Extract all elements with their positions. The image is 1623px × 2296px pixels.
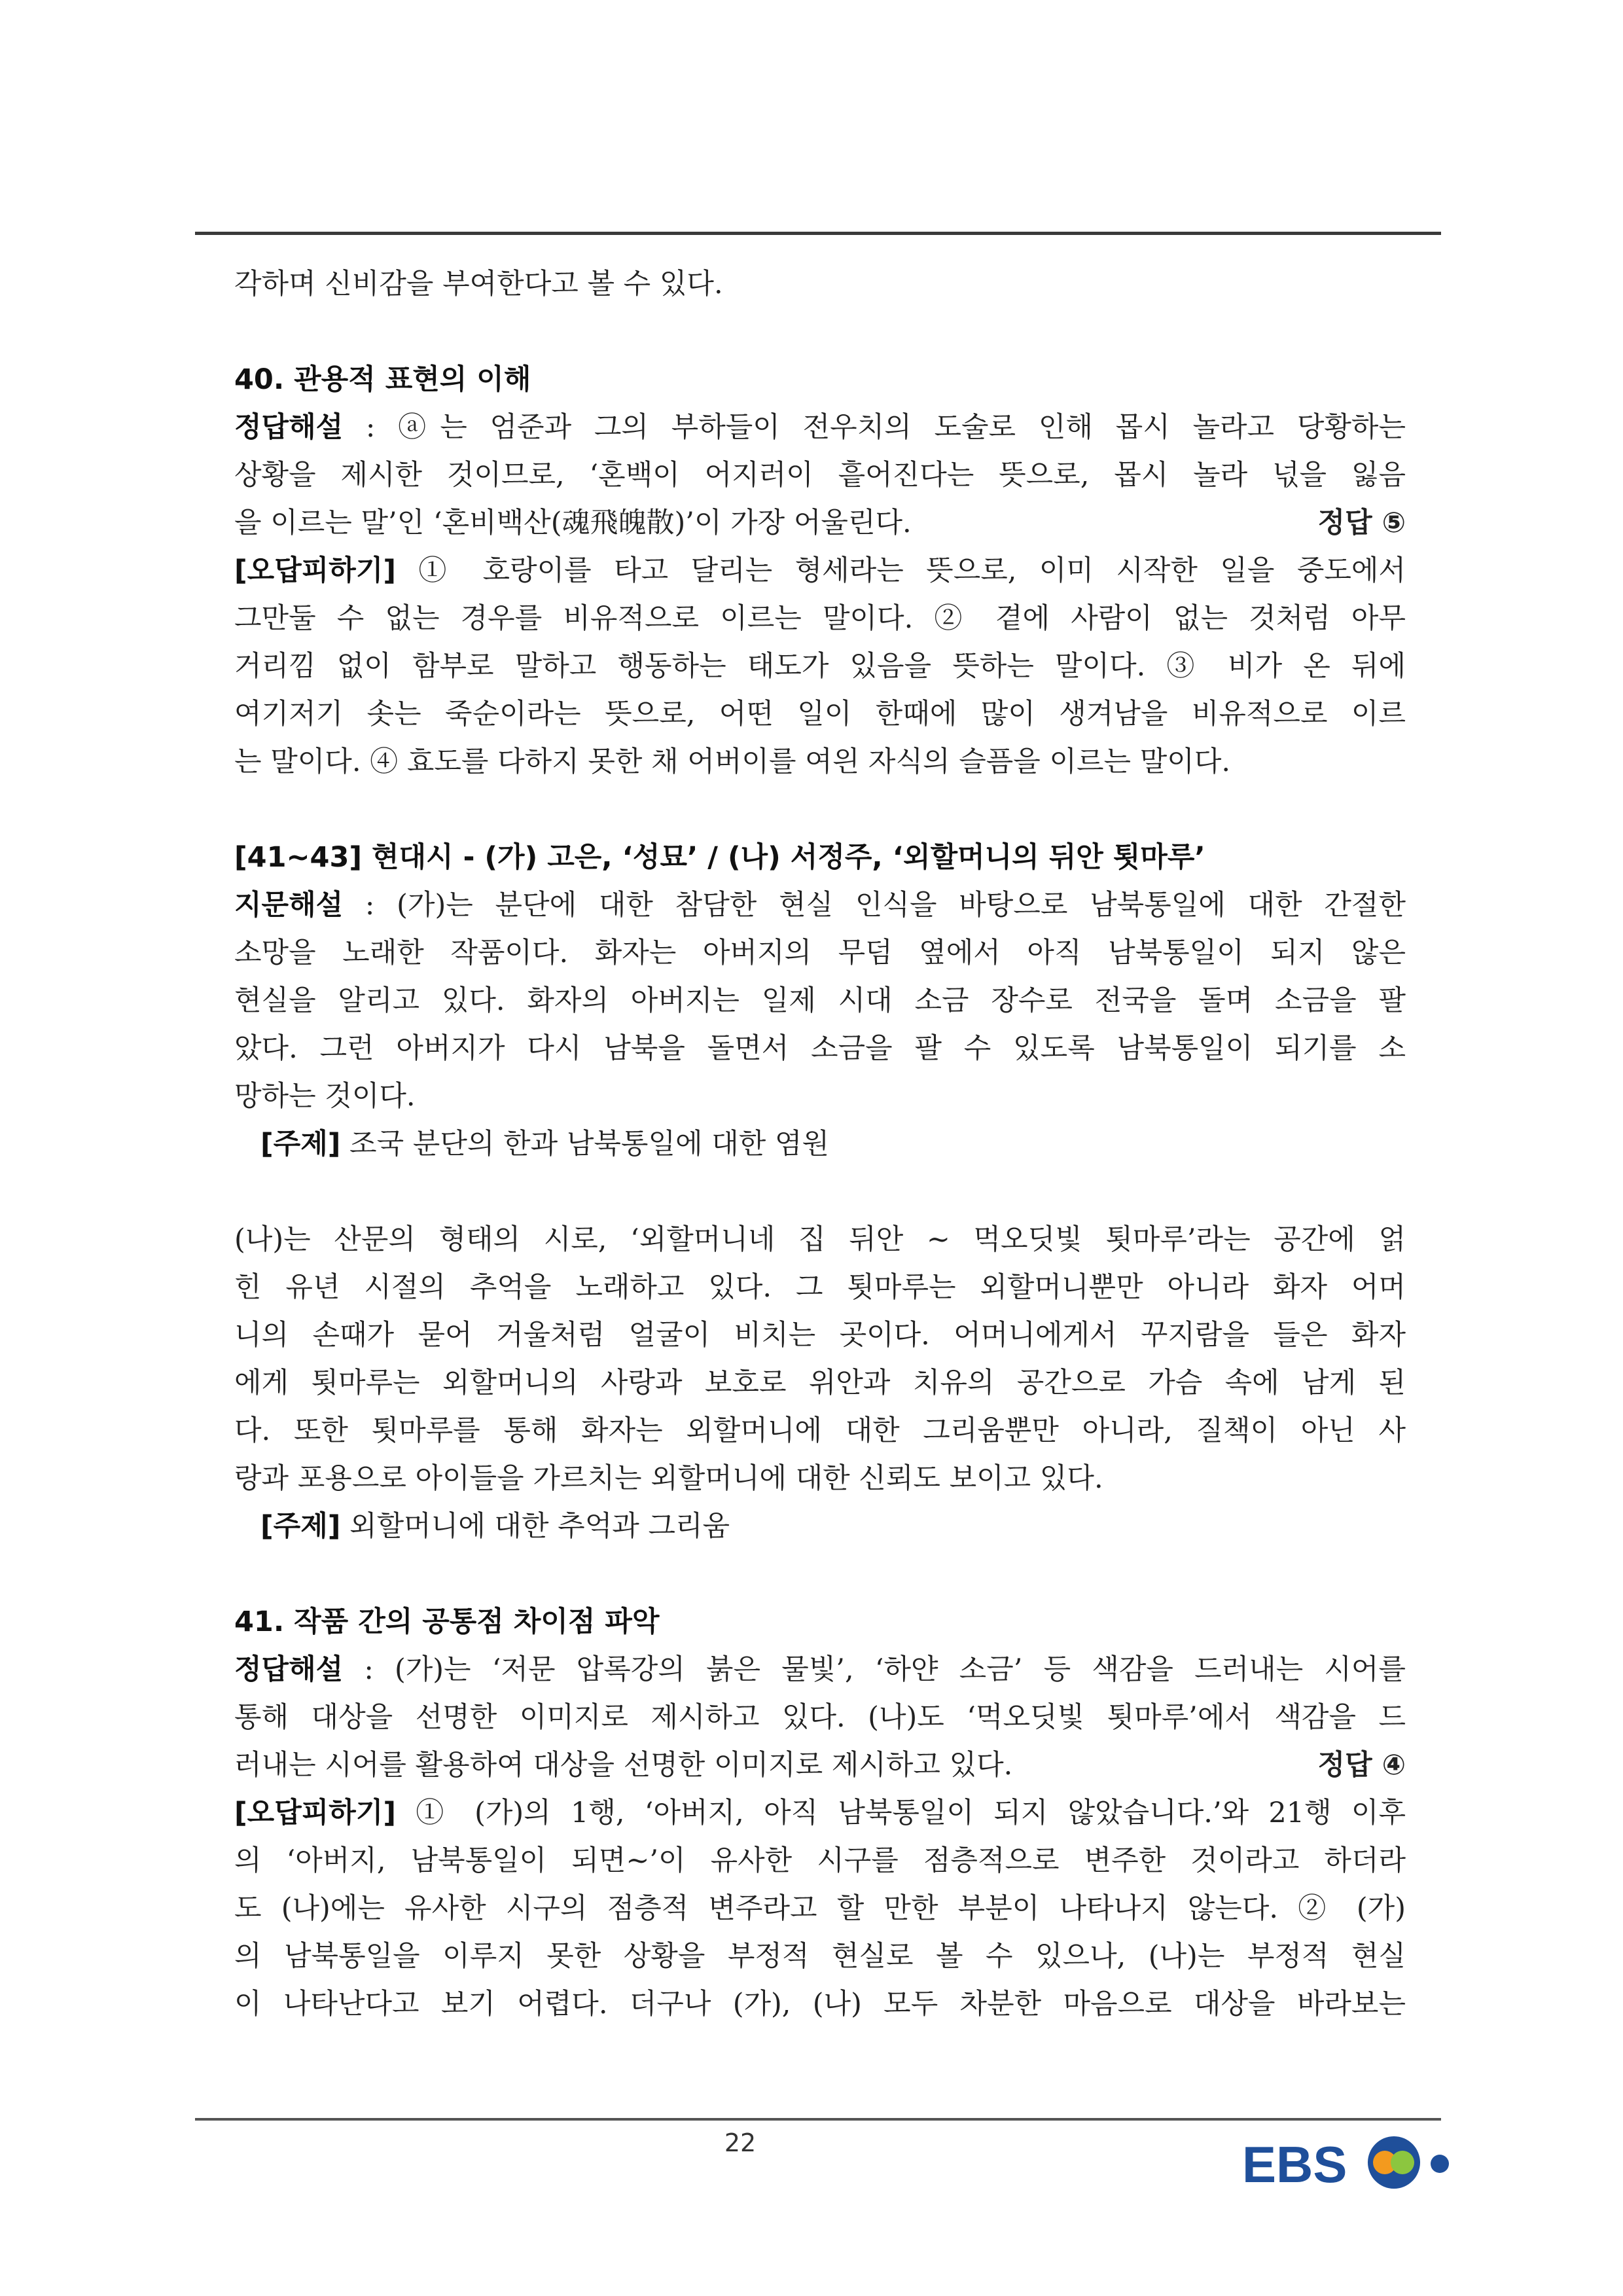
passage-explanation-a — [234, 882, 1406, 1168]
footer-rule — [195, 2118, 1441, 2121]
text-line: 힌 유년 시절의 추억을 노래하고 있다. 그 툇마루는 외할머니뿐만 아니라 화자 어머 — [234, 1271, 1406, 1304]
text-line: 다. 또한 툇마루를 통해 화자는 외할머니에 대한 그리움뿐만 아니라, 질책이 아닌 사 — [234, 1414, 1406, 1447]
answer-badge: 정답 ④ — [1317, 1749, 1406, 1782]
text-line: 니의 손때가 묻어 거울처럼 얼굴이 비치는 곳이다. 어머니에게서 꾸지람을 들은 화자 — [234, 1319, 1406, 1352]
document-body — [234, 260, 1406, 2028]
text-line: 이 나타난다고 보기 어렵다. 더구나 (가), (나) 모두 차분한 마음으로 대상을 바라보는 — [234, 1988, 1406, 2020]
text-line: 랑과 포용으로 아이들을 가르치는 외할머니에 대한 신뢰도 보이고 있다. — [234, 1462, 1103, 1495]
text-line: 는 말이다. ④ 효도를 다하지 못한 채 어버이를 여읜 자식의 슬픔을 이르는 말이다. — [234, 745, 1231, 778]
paragraph-continuation — [234, 260, 1406, 308]
text-line: 의 ‘아버지, 남북통일이 되면~’이 유사한 시구를 점층적으로 변주한 것이라고 하더라 — [234, 1844, 1406, 1877]
ebs-logo-text: EBS — [1242, 2136, 1347, 2193]
page-number: 22 — [724, 2128, 757, 2157]
text-line: [오답피하기] ① 호랑이를 타고 달리는 형세라는 뜻으로, 이미 시작한 일을 중도에서 — [234, 554, 1406, 587]
ebs-logo-small-dot — [1431, 2155, 1449, 2173]
label-wrong-answer: [오답피하기] — [234, 1797, 396, 1829]
text-line: 을 이르는 말’인 ‘혼비백산(魂飛魄散)’이 가장 어울린다. 정답 ⑤ — [234, 499, 1406, 547]
text-line: 거리낌 없이 함부로 말하고 행동하는 태도가 있음을 뜻하는 말이다. ③ 비가 온 뒤에 — [234, 650, 1406, 683]
section-heading-41: 41. 작품 간의 공통점 차이점 파악 — [234, 1605, 660, 1638]
theme-line-a: [주제] 조국 분단의 한과 남북통일에 대한 염원 — [260, 1128, 830, 1160]
text-line: 소망을 노래한 작품이다. 화자는 아버지의 무덤 옆에서 아직 남북통일이 되지 않은 — [234, 937, 1406, 969]
passage-explanation-b — [234, 1216, 1406, 1551]
text-line: 그만둘 수 없는 경우를 비유적으로 이르는 말이다. ② 곁에 사람이 없는 것처럼 아무 — [234, 602, 1406, 635]
text-line: 의 남북통일을 이루지 못한 상황을 부정적 현실로 볼 수 있으나, (나)는 부정적 현실 — [234, 1940, 1406, 1973]
ebs-logo-green-dot — [1391, 2151, 1414, 2174]
text-line: 에게 툇마루는 외할머니의 사랑과 보호로 위안과 치유의 공간으로 가슴 속에 남게 된 — [234, 1367, 1406, 1399]
answer-badge: 정답 ⑤ — [1317, 507, 1406, 539]
text-line: 정답해설 : (가)는 ‘저문 압록강의 붉은 물빛’, ‘하얀 소금’ 등 색감을 드러내는 시어를 — [234, 1653, 1406, 1686]
text-line: 망하는 것이다. — [234, 1080, 416, 1113]
text-line: 통해 대상을 선명한 이미지로 제시하고 있다. (나)도 ‘먹오딧빛 툇마루’에서 색감을 드 — [234, 1701, 1406, 1734]
text-line: 러내는 시어를 활용하여 대상을 선명한 이미지로 제시하고 있다. 정답 ④ — [234, 1742, 1406, 1789]
text-line: 정답해설 : ⓐ는 엄준과 그의 부하들이 전우치의 도술로 인해 몹시 놀라고 당황하는 — [234, 411, 1406, 444]
text-line: 지문해설 : (가)는 분단에 대한 참담한 현실 인식을 바탕으로 남북통일에 대한 간절한 — [234, 889, 1406, 922]
text-line: 현실을 알리고 있다. 화자의 아버지는 일제 시대 소금 장수로 전국을 돌며 소금을 팔 — [234, 984, 1406, 1017]
label-answer-explanation: 정답해설 — [234, 411, 344, 444]
label-passage-explanation: 지문해설 — [234, 889, 344, 922]
answer-explanation-40 — [234, 404, 1406, 786]
theme-line-b: [주제] 외할머니에 대한 추억과 그리움 — [260, 1510, 730, 1543]
text-line: [오답피하기] ① (가)의 1행, ‘아버지, 아직 남북통일이 되지 않았습니다.’와 21행 이후 — [234, 1797, 1406, 1829]
section-heading-40: 40. 관용적 표현의 이해 — [234, 363, 531, 396]
label-wrong-answer: [오답피하기] — [234, 554, 396, 587]
text-line: (나)는 산문의 형태의 시로, ‘외할머니네 집 뒤안 ~ 먹오딧빛 툇마루’라는 공간에 얽 — [234, 1223, 1406, 1256]
text-line: 았다. 그런 아버지가 다시 남북을 돌면서 소금을 팔 수 있도록 남북통일이 되기를 소 — [234, 1032, 1406, 1065]
text-line: 상황을 제시한 것이므로, ‘혼백이 어지러이 흩어진다는 뜻으로, 몹시 놀라 넋을 잃음 — [234, 459, 1406, 492]
label-theme: [주제] — [260, 1128, 341, 1160]
label-answer-explanation: 정답해설 — [234, 1653, 344, 1686]
header-rule — [195, 232, 1441, 235]
ebs-logo — [1242, 2128, 1458, 2200]
answer-explanation-41 — [234, 1646, 1406, 2028]
label-theme: [주제] — [260, 1510, 341, 1543]
section-heading-41-43: [41~43] 현대시 - (가) 고은, ‘성묘’ / (나) 서정주, ‘외할머니의 뒤안 툇마루’ — [234, 841, 1205, 874]
text-line: 여기저기 솟는 죽순이라는 뜻으로, 어떤 일이 한때에 많이 생겨남을 비유적으로 이르 — [234, 698, 1406, 730]
text-line: 각하며 신비감을 부여한다고 볼 수 있다. — [234, 268, 723, 300]
text-line: 도 (나)에는 유사한 시구의 점층적 변주라고 할 만한 부분이 나타나지 않는다. ② (가) — [234, 1892, 1406, 1925]
